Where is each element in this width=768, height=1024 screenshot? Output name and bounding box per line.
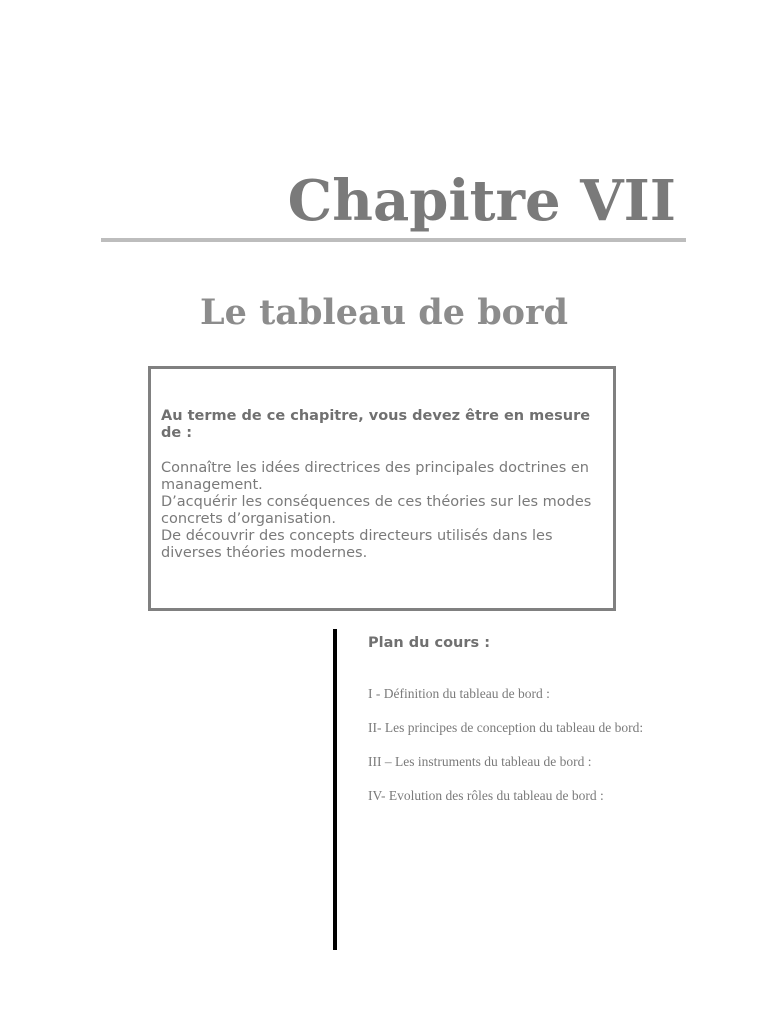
vertical-divider	[333, 629, 337, 950]
objectives-text	[161, 460, 606, 562]
objective-line: De découvrir des concepts directeurs utilisés dans les diverses théories modernes.	[161, 528, 553, 561]
plan-item: II- Les principes de conception du tableau de bord:	[368, 720, 644, 735]
plan-list	[368, 685, 758, 821]
chapter-title: Chapitre VII	[287, 168, 676, 234]
chapter-subtitle: Le tableau de bord	[200, 292, 568, 333]
objective-line: Connaître les idées directrices des principales doctrines en management.	[161, 460, 589, 493]
plan-item: IV- Evolution des rôles du tableau de bord :	[368, 788, 604, 803]
objective-line: D’acquérir les conséquences de ces théories sur les modes concrets d’organisation.	[161, 494, 592, 527]
objectives-heading: Au terme de ce chapitre, vous devez être en mesure de :	[161, 408, 591, 441]
plan-heading: Plan du cours :	[368, 635, 491, 651]
plan-item: III – Les instruments du tableau de bord :	[368, 754, 592, 769]
title-underline	[101, 238, 686, 242]
objectives-box	[148, 366, 616, 611]
plan-item: I - Définition du tableau de bord :	[368, 686, 550, 701]
